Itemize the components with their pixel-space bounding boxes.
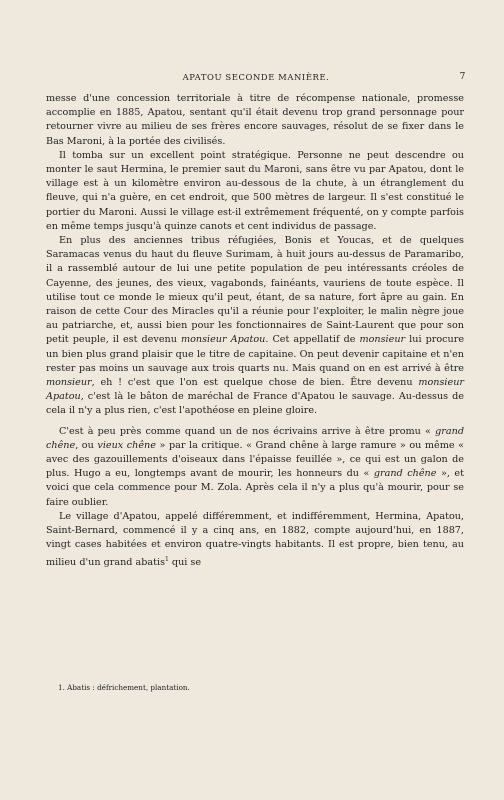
italic-phrase: monsieur xyxy=(46,377,92,389)
italic-phrase: monsieur Apatou xyxy=(180,334,266,346)
italic-phrase: monsieur xyxy=(359,334,406,346)
text-run: , c'est là le bâton de maréchal de France d'Apatou le sauvage. Au-dessus de cela il n'y a plus rien, c'est l'apothéose en pleine gloire. xyxy=(46,391,464,417)
text-run: Il tomba sur un excellent point stratégique. Personne ne peut descendre ou monter le saut Hermina, le premier saut du Maroni, sans être vu par Apatou, dont le village est à un kilomètre environ au-dessous de la chute, à un étranglement du fleuve, qui n'a guère, en cet endroit, que 500 mètres de largeur. Il s'est constitué le portier du Maroni. Aussi le village est-il extrêmement fréquenté, on y compte parfois en même temps jusqu'à quinze canots et cent individus de passage. xyxy=(46,149,464,232)
body-text xyxy=(46,92,464,570)
text-run: » par la critique. « Grand chêne à large ramure » ou même « avec des gazouillements d'oiseaux dans l'épaisse feuillée », ce qui est un galon de plus. Hugo a eu, longtemps avant de mourir, les honneurs du « xyxy=(46,439,464,480)
text-run: . Cet appellatif de xyxy=(265,334,360,346)
paragraph-2 xyxy=(46,149,464,234)
italic-phrase: monsieur Apatou xyxy=(46,377,464,403)
paragraph-4 xyxy=(46,425,464,510)
text-run: Le village d'Apatou, appelé différemment, et indifféremment, Hermina, Apatou, Saint-Bernard, commencé il y a cinq ans, en 1882, compte aujourd'hui, en 1887, vingt cases habitées et environ quatre-vingts habitants. Il est propre, bien tenu, au milieu d'un grand abatis xyxy=(46,510,464,568)
italic-phrase: grand chêne xyxy=(46,425,464,451)
page-number: 7 xyxy=(459,72,466,82)
paragraph-3 xyxy=(46,234,464,419)
running-title: APATOU SECONDE MANIÈRE. xyxy=(182,72,330,82)
italic-phrase: vieux chêne xyxy=(97,439,156,451)
text-run: messe d'une concession territoriale à titre de récompense nationale, promesse accomplie en 1885, Apatou, sentant qu'il était devenu trop grand personnage pour retourner vivre au milieu de ses frères encore sauvages, résolut de se fixer dans le Bas Maroni, à la portée des civilisés. xyxy=(46,93,464,147)
text-run: C'est à peu près comme quand un de nos écrivains arrive à être promu « xyxy=(59,425,436,437)
text-run: , eh ! c'est que l'on est quelque chose de bien. Être devenu xyxy=(91,377,419,389)
text-run: lui procure un bien plus grand plaisir que le titre de capitaine. On peut devenir capitaine et n'en rester pas moins un sauvage aux trois quarts nu. Mais quand on en est arrivé à être xyxy=(46,334,465,374)
text-run: qui se xyxy=(168,556,202,568)
text-run: En plus des anciennes tribus réfugiées, Bonis et Youcas, et de quelques Saramacas venus du haut du fleuve Surimam, à huit jours au-dessus de Paramaribo, il a rassemblé autour de lui une petite population de peu intéressants créoles de Cayenne, des jeunes, des vieux, vagabonds, fainéants, vauriens de toute espèce. Il utilise tout ce monde le mieux qu'il peut, étant, de sa nature, fort âpre au gain. En raison de cette Cour des Miracles qu'il a réunie pour l'exploiter, le malin nègre joue au patriarche, et, aussi bien pour les fonctionnaires de Saint-Laurent que pour son petit peuple, il est devenu xyxy=(46,235,464,346)
text-run: », et voici que cela commence pour M. Zola. Après cela il n'y a plus qu'à mourir, pour se faire oublier. xyxy=(46,468,464,508)
footnote-marker: 1 xyxy=(165,555,169,563)
italic-phrase: grand chêne xyxy=(373,468,437,480)
footnote: 1. Abatis : défrichement, plantation. xyxy=(58,683,190,692)
paragraph-1 xyxy=(46,92,464,149)
text-run: , ou xyxy=(75,439,98,451)
paragraph-5 xyxy=(46,510,464,570)
running-header xyxy=(46,72,466,86)
